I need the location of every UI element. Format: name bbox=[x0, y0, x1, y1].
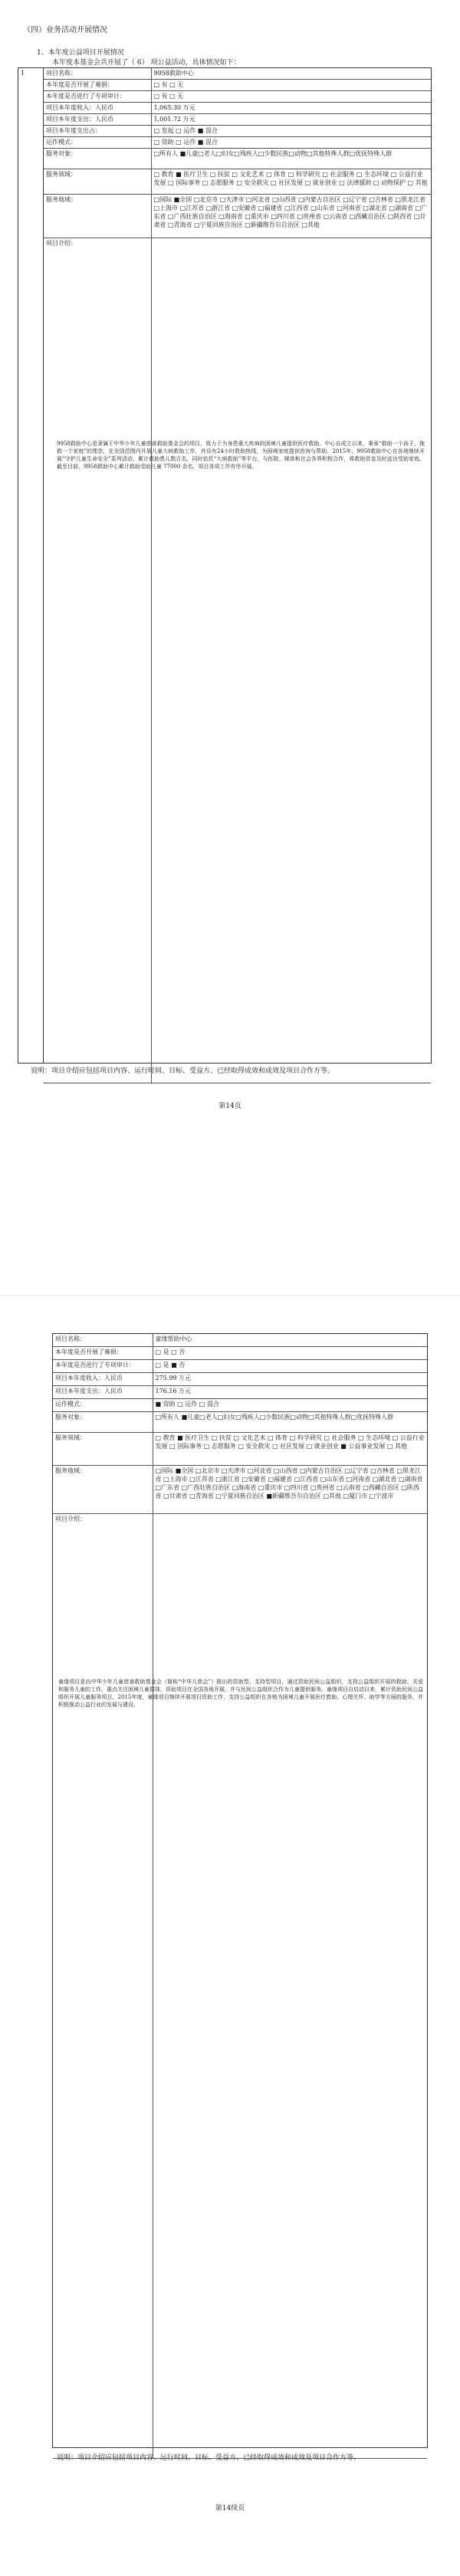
report-page-1 bbox=[0, 0, 460, 1134]
row-label: 服务地域： bbox=[53, 1466, 153, 1514]
project-1-description: 9958救助中心是隶属于中华少年儿童慈善救助基金会的项目，致力于为身患重大疾病的困境儿童提供医疗救助。中心自成立以来，秉承“救助一个孩子，挽救一个家庭”的理念，在全国范围内开展儿童大病救助工作，并设有24小时救助热线，为困境家庭提供咨询与帮助。2015年，9958救助中心在各地继续开展“守护儿童生命安全”系列活动，累计救助患儿数百名，同时依托“大病救助”等平台，与医院、媒体和社会各界积极合作，将救助资金及时送达受助家庭。截至目前，9958救助中心累计救助受助儿童 77000 余名，项目各项工作有序开展。 bbox=[57, 441, 425, 470]
row-value: □ 有 □ 无 bbox=[151, 91, 431, 103]
row-label: 项目本年度支出：人民币 bbox=[53, 1386, 153, 1399]
subsection-title: 1、本年度公益项目开展情况 bbox=[37, 49, 124, 57]
note-1: 说明：项目介绍应包括项目内容、运行时间、目标、受益方、已经取得成效和成效及项目合作方等。 bbox=[31, 1067, 335, 1075]
table-row bbox=[44, 149, 431, 169]
page-separator bbox=[0, 1295, 460, 1296]
table-row bbox=[44, 169, 431, 195]
row-value bbox=[153, 1514, 427, 2459]
project-2-table bbox=[53, 1334, 427, 2459]
table-row bbox=[44, 103, 431, 114]
table-row bbox=[53, 1386, 427, 1399]
page-number-2: 第14续页 bbox=[215, 2505, 245, 2512]
row-label: 项目名称： bbox=[53, 1334, 153, 1347]
row-label: 本年度是否进行了专项审计： bbox=[44, 91, 151, 103]
row-label: 运作模式： bbox=[53, 1399, 153, 1412]
row-value bbox=[151, 238, 431, 1083]
table-row bbox=[44, 195, 431, 238]
row-label: 项目本年度支出：人民币 bbox=[44, 114, 151, 126]
project-2-description: 童缘项目是由中华少年儿童慈善救助基金会（简称“中华儿慈会”）推出的资助型、支持型项目，通过资助民间公益组织，支持公益组织开展的救助、关爱和服务儿童的工作，重点关注困境儿童群体，资助项目在全国各地开展，并与民间公益组织合作为儿童提供服务。童缘项目自启动以来，累计资助民间公益组织开展儿童服务项目，2015年度，童缘项目继续开展项目资助工作，支持公益组织在各地为困境儿童开展医疗救助、心理关怀、助学等方面的服务，并积极推动公益行业的发展与建设。 bbox=[58, 1679, 423, 1708]
row-value: 275.99 万元 bbox=[153, 1373, 427, 1386]
table-row bbox=[53, 1412, 427, 1433]
row-label: 项目介绍： bbox=[53, 1514, 153, 2459]
row-value: □ 资助 □ 运作 ■ 混合 bbox=[151, 137, 431, 149]
row-value: □ 发起 □ 运作 ■ 混合 bbox=[151, 126, 431, 137]
project-1-table bbox=[44, 68, 431, 1083]
table-row bbox=[53, 1334, 427, 1347]
row-value: 9958救助中心 bbox=[151, 68, 431, 80]
table-row bbox=[44, 80, 431, 91]
row-value: □ 有 □ 无 bbox=[151, 80, 431, 91]
row-value: □所有人 ■儿童□老人□妇女□残疾人□少数民族□动物□其他特殊人群□优抚特殊人群 bbox=[153, 1412, 427, 1433]
table-row bbox=[53, 1514, 427, 2459]
row-label: 本年度是否开展了募捐： bbox=[53, 1347, 153, 1360]
row-label: 服务地域： bbox=[44, 195, 151, 238]
row-value: □ 教育 ■ 医疗卫生 □ 扶贫 □ 文化艺术 □ 体育 □ 科学研究 □ 社会服务 □ 生态环境 □ 公益行业发展 □ 国际事务 □ 志愿服务 □ 安全救灾 □ 社区发展 □ 就业创业 ■ 公益事业发展 □ 其他 bbox=[153, 1433, 427, 1466]
row-value: □国际 ■全国 □北京市 □天津市 □河北省 □山西省 □内蒙古自治区 □辽宁省 □吉林省 □黑龙江省 □上海市 □江苏省 □浙江省 □安徽省 □福建省 □江西省 □山东省 □河南省 □湖北省 □湖南省 □广东省 □广西壮族自治区 □海南省 □重庆市 □四川省 □贵州省 □云南省 □西藏自治区 □陕西省 □甘肃省 □青海省 □宁夏回族自治区 ■新疆维吾尔自治区 □其他 □厦门市 □宁波市 bbox=[153, 1466, 427, 1514]
row-value: □ 教育 ■ 医疗卫生 □ 扶贫 □ 文化艺术 □ 体育 □ 科学研究 □ 社会服务 □ 生态环境 □ 公益行业发展 □ 国际事务 □ 志愿服务 □ 安全救灾 □ 社区发展 □ 就业创业 □ 法律援助 □ 动物保护 □ 其他 bbox=[151, 169, 431, 195]
table-row bbox=[44, 91, 431, 103]
row-value: 1,065.30 万元 bbox=[151, 103, 431, 114]
row-label: 服务领域： bbox=[53, 1433, 153, 1466]
table-row bbox=[44, 238, 431, 1083]
row-label: 项目介绍： bbox=[44, 238, 151, 1083]
project-index: 1 bbox=[18, 68, 44, 1063]
row-value: 童缘帮助中心 bbox=[153, 1334, 427, 1347]
table-row bbox=[53, 1433, 427, 1466]
row-value: 1,001.72 万元 bbox=[151, 114, 431, 126]
row-label: 服务领域： bbox=[44, 169, 151, 195]
summary-line: 本年度本基金会共开展了（ 6） 项公益活动，具体情况如下： bbox=[52, 59, 241, 67]
row-value: □ 是 □ 否 bbox=[153, 1347, 427, 1360]
row-label: 本年度是否开展了募捐： bbox=[44, 80, 151, 91]
table-row bbox=[44, 137, 431, 149]
row-value: □ 是 ■ 否 bbox=[153, 1360, 427, 1373]
row-label: 服务对象： bbox=[44, 149, 151, 169]
project-1-frame bbox=[18, 67, 432, 1064]
row-label: 运作模式： bbox=[44, 137, 151, 149]
row-label: 本年度是否进行了专项审计： bbox=[53, 1360, 153, 1373]
row-value: □国际 ■全国 □北京市 □天津市 □河北省 □山西省 □内蒙古自治区 □辽宁省 □吉林省 □黑龙江省 □上海市 □江苏省 □浙江省 □安徽省 □福建省 □江西省 □山东省 □河南省 □湖北省 □湖南省 □广东省 □广西壮族自治区 □海南省 □重庆市 □四川省 □贵州省 □云南省 □西藏自治区 □陕西省 □甘肃省 □青海省 □宁夏回族自治区 □新疆维吾尔自治区 □其他 bbox=[151, 195, 431, 238]
note-2: 说明：项目介绍应包括项目内容、运行时间、目标、受益方、已经取得成效和成效及项目合作方等。 bbox=[57, 2454, 361, 2462]
section-title: （四）业务活动开展情况 bbox=[23, 26, 107, 34]
row-label: 项目本年度收入：人民币 bbox=[44, 103, 151, 114]
table-row bbox=[44, 114, 431, 126]
row-label: 项目本年度支出占： bbox=[44, 126, 151, 137]
table-row bbox=[53, 1360, 427, 1373]
row-label: 项目本年度收入：人民币 bbox=[53, 1373, 153, 1386]
row-label: 服务对象： bbox=[53, 1412, 153, 1433]
table-row bbox=[53, 1373, 427, 1386]
project-2-frame bbox=[52, 1333, 428, 2448]
table-row bbox=[53, 1347, 427, 1360]
report-page-2 bbox=[0, 1333, 460, 2574]
row-value: ■ 资助 □ 运作 □ 混合 bbox=[153, 1399, 427, 1412]
table-row bbox=[44, 68, 431, 80]
table-row bbox=[53, 1466, 427, 1514]
table-row bbox=[53, 1399, 427, 1412]
page-number-1: 第14页 bbox=[219, 1103, 242, 1110]
row-label: 项目名称： bbox=[44, 68, 151, 80]
row-value: 176.16 万元 bbox=[153, 1386, 427, 1399]
table-row bbox=[44, 126, 431, 137]
row-value: □所有人 ■儿童□老人□妇女□残疾人□少数民族□动物□其他特殊人群□优抚特殊人群 bbox=[151, 149, 431, 169]
